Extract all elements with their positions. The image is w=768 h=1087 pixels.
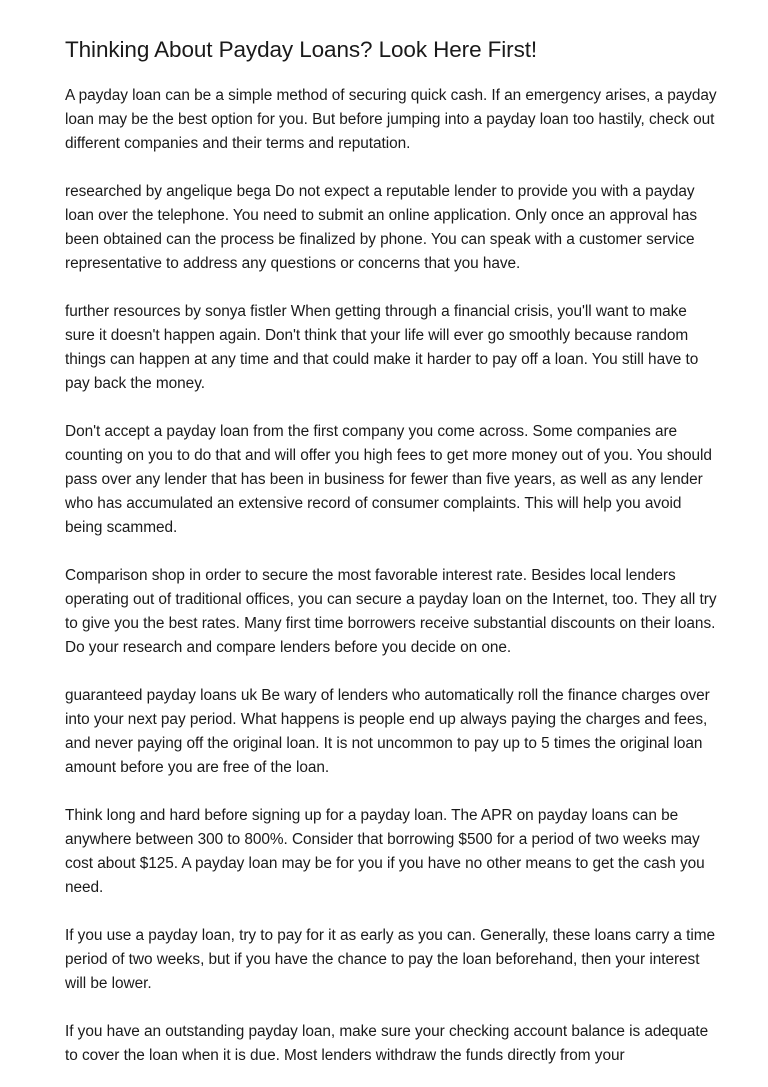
paragraph-pay-early: If you use a payday loan, try to pay for it as early as you can. Generally, these loans carry a time period of two weeks, but if you have the chance to pay the loan beforehand, then your interest will be lower. <box>65 927 715 992</box>
paragraph-roll-over-charges: guaranteed payday loans uk Be wary of lenders who automatically roll the finance charges over into your next pay period. What happens is people end up always paying the charges and fees, and never paying off the original loan. It is not uncommon to pay up to 5 times the original loan amount before you are free of the loan. <box>65 687 710 776</box>
paragraph-financial-crisis: further resources by sonya fistler When getting through a financial crisis, you'll want to make sure it doesn't happen again. Don't think that your life will ever go smoothly because random things can happen at any time and that could make it harder to pay off a loan. You still have to pay back the money. <box>65 303 699 392</box>
paragraph-apr: Think long and hard before signing up for a payday loan. The APR on payday loans can be anywhere between 300 to 800%. Consider that borrowing $500 for a period of two weeks may cost about $125. A payday loan may be for you if you have no other means to get the cash you need. <box>65 807 705 896</box>
paragraph-intro: A payday loan can be a simple method of securing quick cash. If an emergency arises, a payday loan may be the best option for you. But before jumping into a payday loan too hastily, check out different companies and their terms and reputation. <box>65 87 717 152</box>
paragraph-checking-balance: If you have an outstanding payday loan, make sure your checking account balance is adequate to cover the loan when it is due. Most lenders withdraw the funds directly from your <box>65 1023 709 1064</box>
page-title: Thinking About Payday Loans? Look Here First! <box>65 37 538 62</box>
paragraph-comparison-shop: Comparison shop in order to secure the most favorable interest rate. Besides local lenders operating out of traditional offices, you can secure a payday loan on the Internet, too. They all try to give you the best rates. Many first time borrowers receive substantial discounts on their loans. Do your research and compare lenders before you decide on one. <box>65 567 717 656</box>
paragraph-first-company: Don't accept a payday loan from the first company you come across. Some companies are counting on you to do that and will offer you high fees to get more money out of you. You should pass over any lender that has been in business for fewer than five years, as well as any lender who has accumulated an extensive record of consumer complaints. This will help you avoid being scammed. <box>65 423 712 536</box>
paragraph-online-application: researched by angelique bega Do not expect a reputable lender to provide you with a payday loan over the telephone. You need to submit an online application. Only once an approval has been obtained can the process be finalized by phone. You can speak with a customer service representative to address any questions or concerns that you have. <box>65 183 698 272</box>
